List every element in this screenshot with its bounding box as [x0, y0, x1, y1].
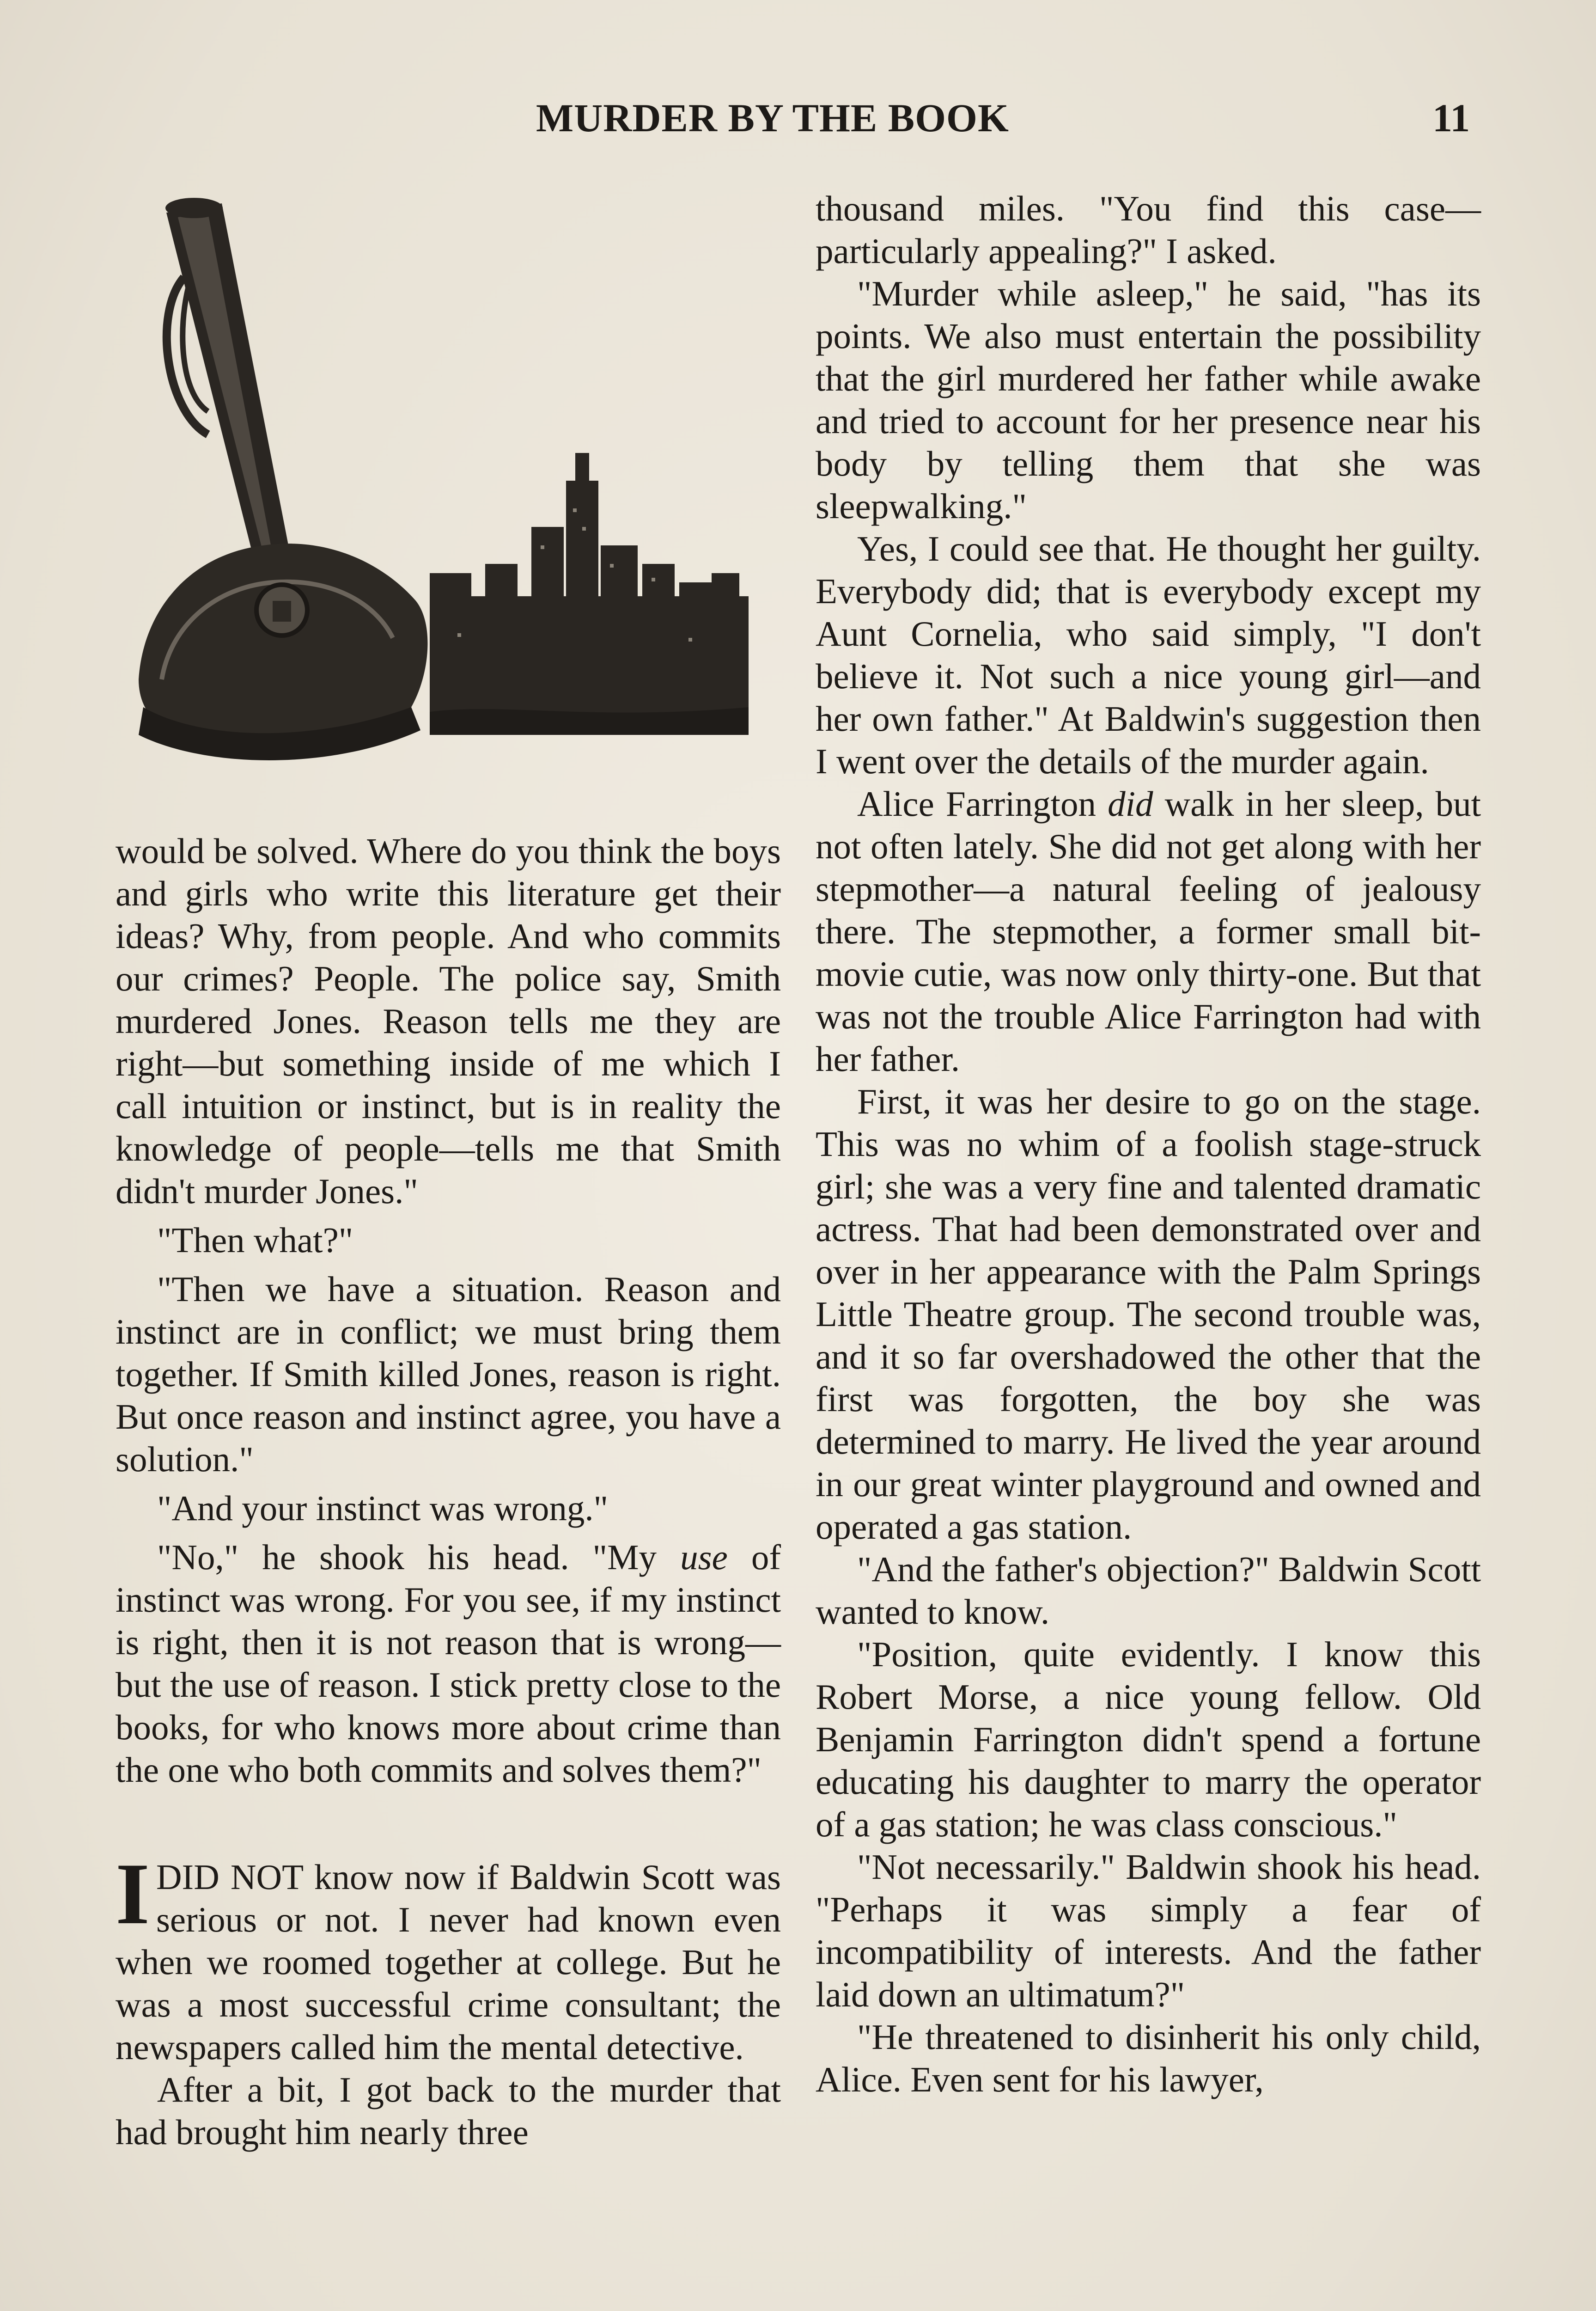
- paragraph: "And the father's objection?" Baldwin Scott wanted to know.: [816, 1549, 1481, 1632]
- paragraph: [816, 783, 1481, 1080]
- police-cap-icon: [139, 544, 427, 760]
- text-run: DID NOT know now if Baldwin Scott was serious or not. I never had known even when we roomed together at college. But he was a most successful crime consultant; the newspapers called him the mental detective.: [116, 1857, 781, 2067]
- left-column: [116, 830, 781, 2153]
- illustration-svg: [134, 194, 753, 795]
- paragraph: "Murder while asleep," he said, "has its points. We also must entertain the possibility that the girl murdered her father while awake and tried to account for her presence near his body by telling them that she was sleepwalking.": [816, 274, 1481, 526]
- running-head: [0, 95, 1596, 155]
- nightstick-police-cap-city-skyline-illustration: [134, 194, 753, 795]
- paragraph: [116, 1536, 781, 1791]
- text-run: of instinct was wrong. For you see, if my instinct is right, then it is not reason that is wrong—but the use of reason. I stick pretty close to the books, for who knows more about crime than the one who both commits and solves them?": [116, 1537, 781, 1790]
- emphasis: use: [680, 1537, 728, 1577]
- text-run: walk in her sleep, but not often lately. She did not get along with her stepmother—a natural feeling of jealousy there. The stepmother, a former small bit-movie cutie, was now only thirty-one. But that was not the trouble Alice Farrington had with her father.: [816, 784, 1481, 1079]
- paragraph: Yes, I could see that. He thought her guilty. Everybody did; that is everybody except my Aunt Cornelia, who said simply, "I don't believe it. Not such a nice young girl—and her own father." At Baldwin's suggestion then I went over the details of the murder again.: [816, 529, 1481, 781]
- paragraph: "And your instinct was wrong.": [157, 1488, 609, 1528]
- paragraph: "Not necessarily." Baldwin shook his head. "Perhaps it was simply a fear of incompatibility of interests. And the father laid down an ultimatum?": [816, 1847, 1481, 2014]
- city-skyline-icon: [430, 453, 749, 735]
- paragraph: thousand miles. "You find this case—particularly appealing?" I asked.: [816, 189, 1481, 271]
- nightstick-icon: [165, 198, 291, 569]
- paragraph: "Position, quite evidently. I know this Robert Morse, a nice young fellow. Old Benjamin Farrington didn't spend a fortune educating his daughter to marry the operator of a gas station; he was class conscious.": [816, 1634, 1481, 1844]
- paragraph: would be solved. Where do you think the boys and girls who write this literature get their ideas? Why, from people. And who commits our crimes? People. The police say, Smith murdered Jones. Reason tells me they are right—but something inside of me which I call intuition or instinct, but is in reality the knowledge of people—tells me that Smith didn't murder Jones.": [116, 831, 781, 1211]
- section-opening-paragraph: [116, 1846, 781, 2068]
- running-title: MURDER BY THE BOOK: [536, 96, 1009, 140]
- paragraph: "He threatened to disinherit his only child, Alice. Even sent for his lawyer,: [816, 2017, 1481, 2099]
- text-run: "No," he shook his head. "My: [157, 1537, 681, 1577]
- page-number: 11: [1432, 96, 1470, 140]
- emphasis: did: [1108, 784, 1153, 824]
- section-break: [116, 1791, 781, 1856]
- paragraph: After a bit, I got back to the murder that had brought him nearly three: [116, 2070, 781, 2152]
- right-column: [816, 187, 1481, 2101]
- text-run: Alice Farrington: [857, 784, 1108, 824]
- paragraph: "Then we have a situation. Reason and instinct are in conflict; we must bring them together. If Smith killed Jones, reason is right. But once reason and instinct agree, you have a solution.": [116, 1269, 781, 1479]
- paragraph: First, it was her desire to go on the stage. This was no whim of a foolish stage-struck girl; she was a very fine and talented dramatic actress. That had been demonstrated over and over in her appearance with the Palm Springs Little Theatre group. The second trouble was, and it so far overshadowed the other that the first was forgotten, the boy she was determined to marry. He lived the year around in our great winter playground and owned and operated a gas station.: [816, 1082, 1481, 1547]
- drop-cap: I: [116, 1846, 150, 1943]
- paragraph: "Then what?": [157, 1220, 353, 1260]
